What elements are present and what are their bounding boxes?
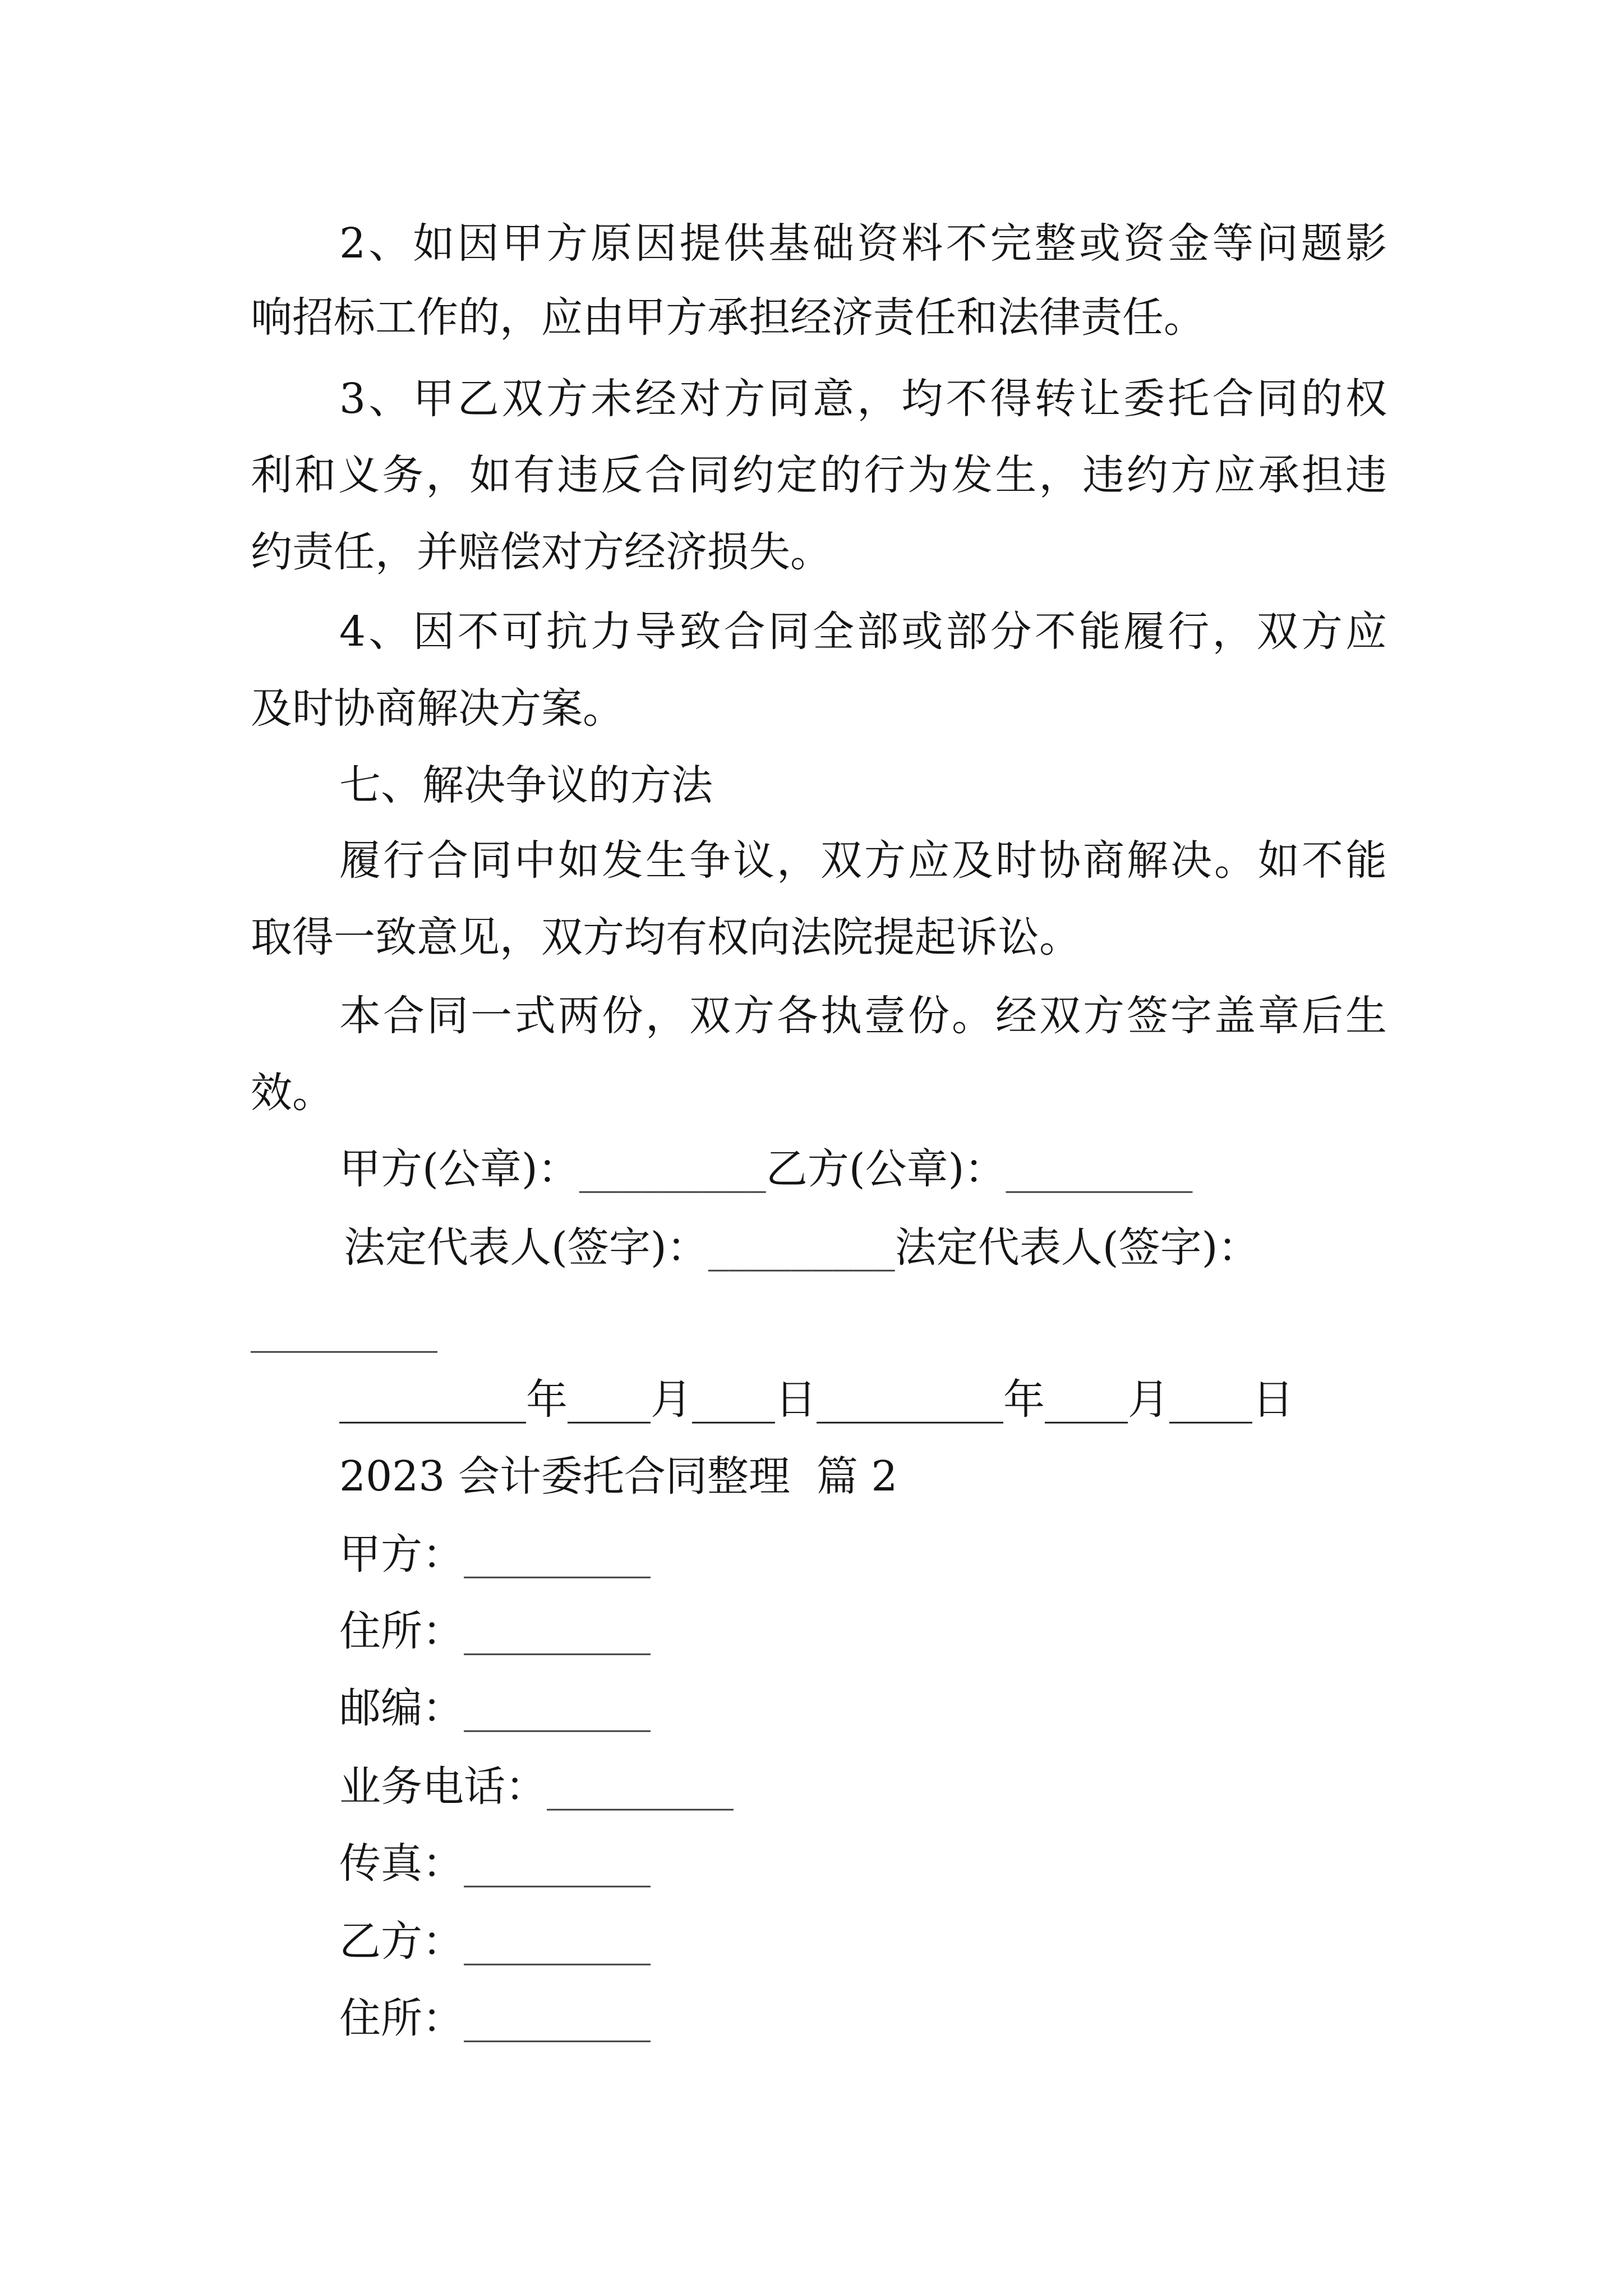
- field-blank: _________: [464, 1994, 651, 2042]
- field-label: 传真：: [339, 1839, 464, 1888]
- field-party-a: [339, 1529, 651, 1580]
- field-label: 乙方：: [339, 1917, 464, 1966]
- field-party-a-address: [339, 1606, 651, 1657]
- clause-4-line-1: 4、因不可抗力导致合同全部或部分不能履行，双方应: [339, 608, 1387, 656]
- field-business-phone: [339, 1761, 734, 1812]
- field-party-b: [339, 1916, 651, 1967]
- dispute-section-line-2: 取得一致意见，双方均有权向法院提起诉讼。: [251, 913, 1081, 961]
- clause-3-line-2: 利和义务，如有违反合同约定的行为发生，违约方应承担违: [251, 451, 1387, 499]
- dispute-section-heading: 七、解决争议的方法: [339, 761, 713, 809]
- field-label: 邮编：: [339, 1684, 464, 1732]
- clause-2-line-2: 响招标工作的，应由甲方承担经济责任和法律责任。: [251, 293, 1205, 342]
- dispute-section-line-1: 履行合同中如发生争议，双方应及时协商解决。如不能: [339, 836, 1387, 885]
- copies-clause-line-2: 效。: [251, 1069, 334, 1117]
- section-2-title: 2023 会计委托合同整理 篇 2: [339, 1452, 898, 1501]
- field-blank: _________: [464, 1839, 651, 1888]
- signature-date-row: _________年____月____日_________年____月____日: [339, 1375, 1294, 1424]
- field-label: 甲方：: [339, 1530, 464, 1579]
- party-b-representative-blank: _________: [251, 1305, 437, 1353]
- representative-row: [344, 1222, 1260, 1273]
- party-a-seal-label: 甲方(公章)：: [339, 1145, 579, 1193]
- clause-3-line-3: 约责任，并赔偿对方经济损失。: [251, 528, 832, 576]
- field-postcode: [339, 1683, 651, 1733]
- clause-3-line-1: 3、甲乙双方未经对方同意，均不得转让委托合同的权: [339, 375, 1387, 423]
- field-blank: _________: [464, 1917, 651, 1966]
- field-label: 业务电话：: [339, 1763, 547, 1811]
- field-label: 住所：: [339, 1607, 464, 1655]
- seal-row: [339, 1144, 1193, 1194]
- party-a-seal-blank: _________: [579, 1145, 766, 1193]
- field-fax: [339, 1838, 651, 1889]
- field-blank: _________: [464, 1530, 651, 1579]
- field-label: 住所：: [339, 1994, 464, 2042]
- party-b-seal-label: 乙方(公章)：: [766, 1145, 1006, 1193]
- party-b-representative-label: 法定代表人(签字)：: [895, 1223, 1260, 1272]
- party-b-seal-blank: _________: [1006, 1145, 1193, 1193]
- party-a-representative-label: 法定代表人(签字)：: [344, 1223, 708, 1272]
- party-a-representative-blank: _________: [708, 1223, 895, 1272]
- clause-2-line-1: 2、如因甲方原因提供基础资料不完整或资金等问题影: [339, 219, 1387, 268]
- field-party-b-address: [339, 1993, 651, 2044]
- copies-clause-line-1: 本合同一式两份，双方各执壹份。经双方签字盖章后生: [339, 992, 1387, 1040]
- field-blank: _________: [547, 1763, 734, 1811]
- clause-4-line-2: 及时协商解决方案。: [251, 684, 624, 733]
- field-blank: _________: [464, 1684, 651, 1732]
- field-blank: _________: [464, 1607, 651, 1655]
